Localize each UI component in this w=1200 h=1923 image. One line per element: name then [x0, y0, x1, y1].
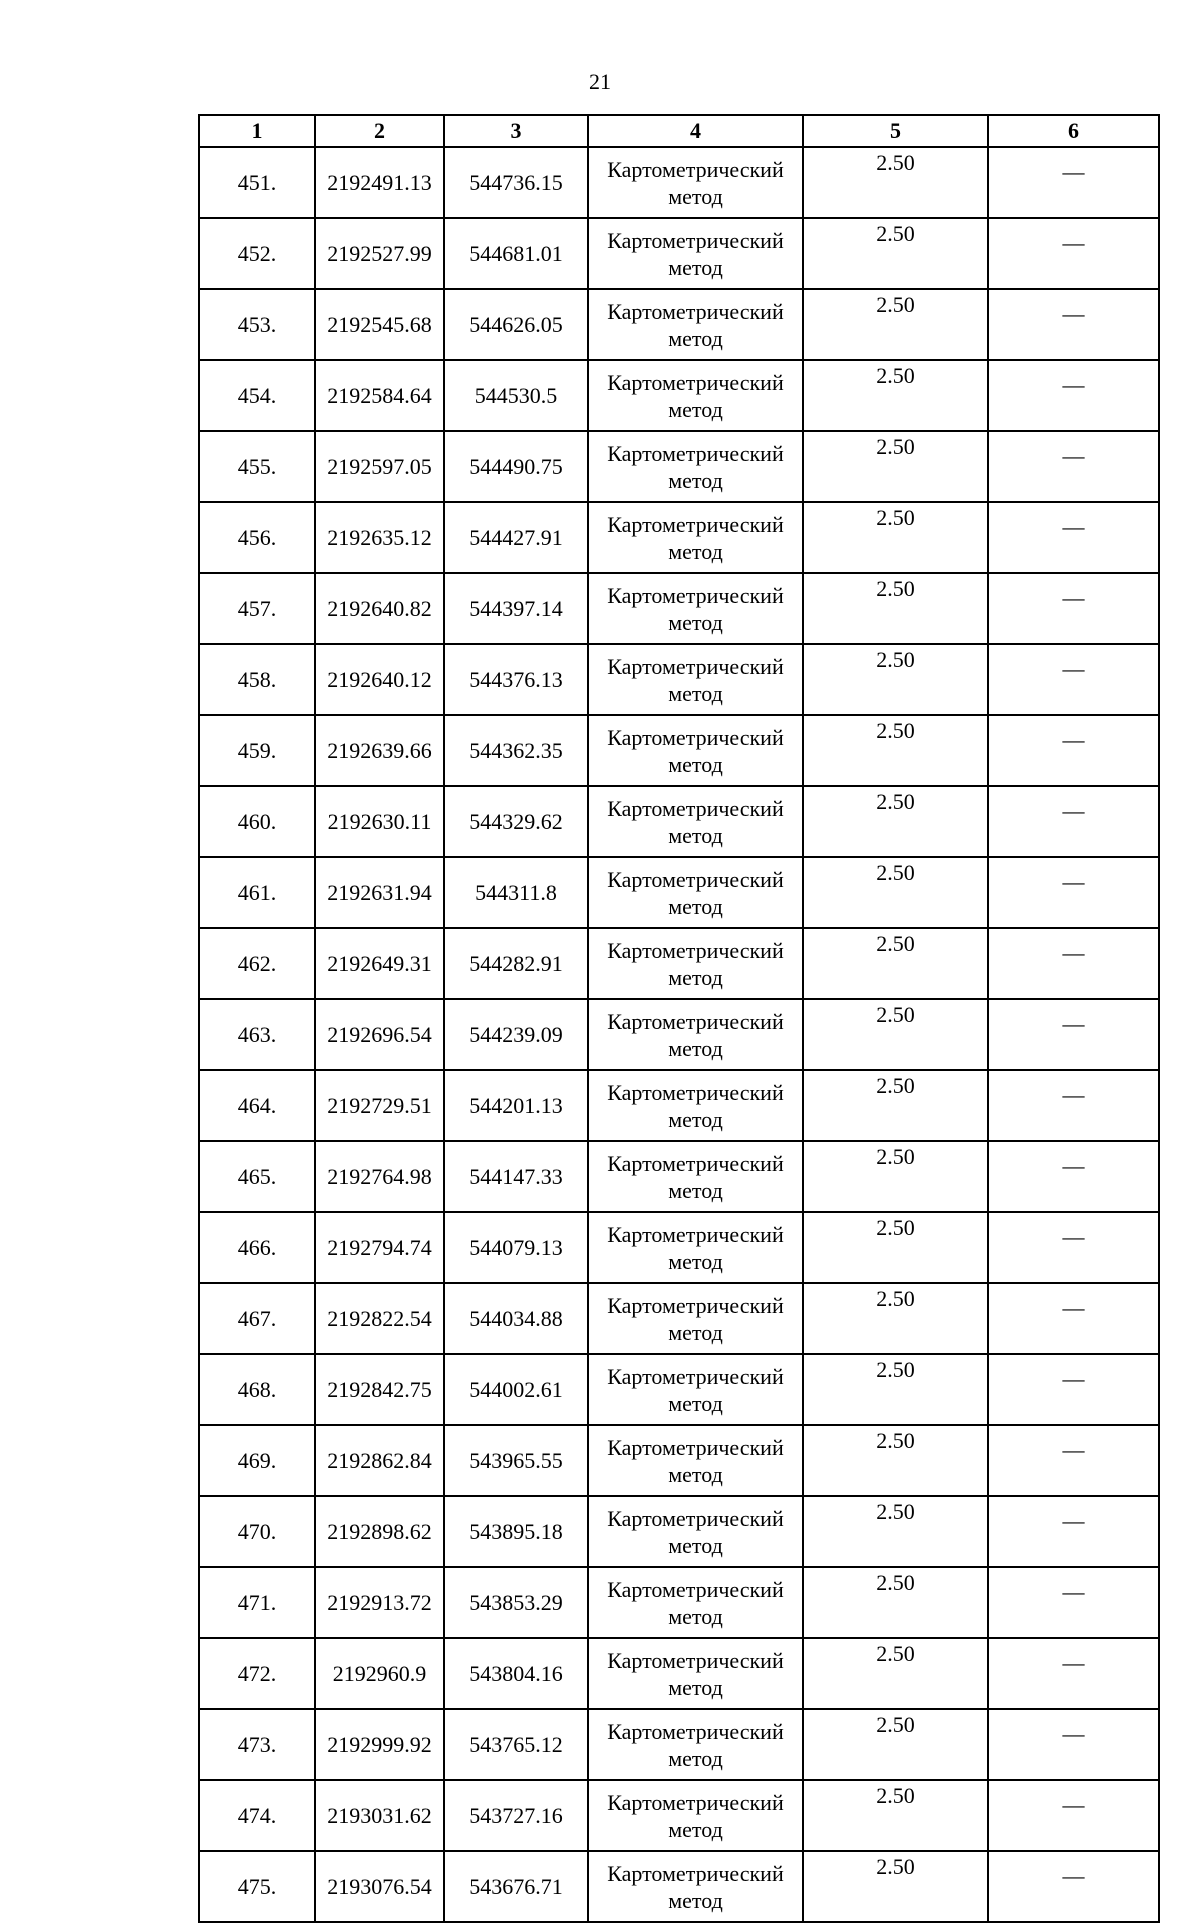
y-coordinate-cell: 544427.91 [444, 502, 588, 573]
point-number-cell: 459. [199, 715, 315, 786]
method-cell: Картометрический метод [588, 1283, 803, 1354]
x-coordinate-cell: 2192649.31 [315, 928, 444, 999]
table-row [199, 289, 1159, 360]
table-row [199, 502, 1159, 573]
x-coordinate-cell: 2192631.94 [315, 857, 444, 928]
y-coordinate-cell: 543676.71 [444, 1851, 588, 1922]
coordinates-table [198, 114, 1160, 1923]
x-coordinate-cell: 2192794.74 [315, 1212, 444, 1283]
note-cell: — [988, 147, 1159, 218]
x-coordinate-cell: 2192729.51 [315, 1070, 444, 1141]
method-cell: Картометрический метод [588, 289, 803, 360]
accuracy-cell: 2.50 [803, 1212, 988, 1283]
method-cell: Картометрический метод [588, 360, 803, 431]
note-cell: — [988, 1141, 1159, 1212]
y-coordinate-cell: 544147.33 [444, 1141, 588, 1212]
x-coordinate-cell: 2192597.05 [315, 431, 444, 502]
point-number-cell: 452. [199, 218, 315, 289]
x-coordinate-cell: 2192630.11 [315, 786, 444, 857]
point-number-cell: 453. [199, 289, 315, 360]
table-row [199, 857, 1159, 928]
y-coordinate-cell: 544282.91 [444, 928, 588, 999]
note-cell: — [988, 999, 1159, 1070]
note-cell: — [988, 502, 1159, 573]
x-coordinate-cell: 2193031.62 [315, 1780, 444, 1851]
x-coordinate-cell: 2192696.54 [315, 999, 444, 1070]
method-cell: Картометрический метод [588, 1212, 803, 1283]
table-row [199, 218, 1159, 289]
table-row [199, 999, 1159, 1070]
note-cell: — [988, 1283, 1159, 1354]
note-cell: — [988, 857, 1159, 928]
x-coordinate-cell: 2192527.99 [315, 218, 444, 289]
point-number-cell: 473. [199, 1709, 315, 1780]
table-row [199, 1709, 1159, 1780]
method-cell: Картометрический метод [588, 1141, 803, 1212]
y-coordinate-cell: 544397.14 [444, 573, 588, 644]
x-coordinate-cell: 2192822.54 [315, 1283, 444, 1354]
point-number-cell: 467. [199, 1283, 315, 1354]
note-cell: — [988, 1709, 1159, 1780]
y-coordinate-cell: 543765.12 [444, 1709, 588, 1780]
column-header-2: 2 [315, 115, 444, 147]
method-cell: Картометрический метод [588, 1425, 803, 1496]
point-number-cell: 469. [199, 1425, 315, 1496]
point-number-cell: 462. [199, 928, 315, 999]
table-row [199, 1638, 1159, 1709]
table-header-row [199, 115, 1159, 147]
method-cell: Картометрический метод [588, 1070, 803, 1141]
accuracy-cell: 2.50 [803, 999, 988, 1070]
x-coordinate-cell: 2192898.62 [315, 1496, 444, 1567]
table-row [199, 1567, 1159, 1638]
note-cell: — [988, 573, 1159, 644]
accuracy-cell: 2.50 [803, 1780, 988, 1851]
method-cell: Картометрический метод [588, 1638, 803, 1709]
method-cell: Картометрический метод [588, 431, 803, 502]
table-row [199, 786, 1159, 857]
note-cell: — [988, 1638, 1159, 1709]
method-cell: Картометрический метод [588, 857, 803, 928]
point-number-cell: 471. [199, 1567, 315, 1638]
column-header-4: 4 [588, 115, 803, 147]
method-cell: Картометрический метод [588, 928, 803, 999]
y-coordinate-cell: 543895.18 [444, 1496, 588, 1567]
accuracy-cell: 2.50 [803, 1070, 988, 1141]
method-cell: Картометрический метод [588, 573, 803, 644]
x-coordinate-cell: 2192862.84 [315, 1425, 444, 1496]
y-coordinate-cell: 544530.5 [444, 360, 588, 431]
table-row [199, 1283, 1159, 1354]
table-row [199, 715, 1159, 786]
x-coordinate-cell: 2192913.72 [315, 1567, 444, 1638]
page-number: 21 [589, 69, 611, 94]
method-cell: Картометрический метод [588, 502, 803, 573]
x-coordinate-cell: 2192584.64 [315, 360, 444, 431]
accuracy-cell: 2.50 [803, 1496, 988, 1567]
point-number-cell: 468. [199, 1354, 315, 1425]
x-coordinate-cell: 2192960.9 [315, 1638, 444, 1709]
y-coordinate-cell: 544079.13 [444, 1212, 588, 1283]
point-number-cell: 472. [199, 1638, 315, 1709]
method-cell: Картометрический метод [588, 147, 803, 218]
accuracy-cell: 2.50 [803, 289, 988, 360]
note-cell: — [988, 360, 1159, 431]
y-coordinate-cell: 544329.62 [444, 786, 588, 857]
point-number-cell: 457. [199, 573, 315, 644]
note-cell: — [988, 715, 1159, 786]
table-row [199, 147, 1159, 218]
column-header-5: 5 [803, 115, 988, 147]
note-cell: — [988, 644, 1159, 715]
y-coordinate-cell: 543727.16 [444, 1780, 588, 1851]
y-coordinate-cell: 544239.09 [444, 999, 588, 1070]
accuracy-cell: 2.50 [803, 502, 988, 573]
method-cell: Картометрический метод [588, 1567, 803, 1638]
y-coordinate-cell: 544626.05 [444, 289, 588, 360]
table-row [199, 1354, 1159, 1425]
y-coordinate-cell: 543965.55 [444, 1425, 588, 1496]
table-row [199, 1780, 1159, 1851]
point-number-cell: 466. [199, 1212, 315, 1283]
method-cell: Картометрический метод [588, 1496, 803, 1567]
accuracy-cell: 2.50 [803, 218, 988, 289]
point-number-cell: 460. [199, 786, 315, 857]
column-header-1: 1 [199, 115, 315, 147]
method-cell: Картометрический метод [588, 1851, 803, 1922]
table-row [199, 1141, 1159, 1212]
accuracy-cell: 2.50 [803, 1638, 988, 1709]
y-coordinate-cell: 544681.01 [444, 218, 588, 289]
point-number-cell: 461. [199, 857, 315, 928]
point-number-cell: 451. [199, 147, 315, 218]
accuracy-cell: 2.50 [803, 1283, 988, 1354]
point-number-cell: 456. [199, 502, 315, 573]
point-number-cell: 475. [199, 1851, 315, 1922]
y-coordinate-cell: 544034.88 [444, 1283, 588, 1354]
point-number-cell: 455. [199, 431, 315, 502]
point-number-cell: 465. [199, 1141, 315, 1212]
table-row [199, 1496, 1159, 1567]
y-coordinate-cell: 544490.75 [444, 431, 588, 502]
column-header-6: 6 [988, 115, 1159, 147]
point-number-cell: 454. [199, 360, 315, 431]
note-cell: — [988, 928, 1159, 999]
accuracy-cell: 2.50 [803, 857, 988, 928]
y-coordinate-cell: 543804.16 [444, 1638, 588, 1709]
accuracy-cell: 2.50 [803, 1709, 988, 1780]
method-cell: Картометрический метод [588, 999, 803, 1070]
point-number-cell: 463. [199, 999, 315, 1070]
table-row [199, 1212, 1159, 1283]
accuracy-cell: 2.50 [803, 360, 988, 431]
note-cell: — [988, 289, 1159, 360]
x-coordinate-cell: 2192635.12 [315, 502, 444, 573]
accuracy-cell: 2.50 [803, 1354, 988, 1425]
y-coordinate-cell: 544201.13 [444, 1070, 588, 1141]
accuracy-cell: 2.50 [803, 1567, 988, 1638]
note-cell: — [988, 1567, 1159, 1638]
note-cell: — [988, 1212, 1159, 1283]
table-body [199, 147, 1159, 1922]
note-cell: — [988, 218, 1159, 289]
table-row [199, 928, 1159, 999]
note-cell: — [988, 1496, 1159, 1567]
method-cell: Картометрический метод [588, 644, 803, 715]
y-coordinate-cell: 544311.8 [444, 857, 588, 928]
accuracy-cell: 2.50 [803, 1425, 988, 1496]
y-coordinate-cell: 544362.35 [444, 715, 588, 786]
y-coordinate-cell: 544736.15 [444, 147, 588, 218]
note-cell: — [988, 1354, 1159, 1425]
point-number-cell: 458. [199, 644, 315, 715]
method-cell: Картометрический метод [588, 1354, 803, 1425]
y-coordinate-cell: 544376.13 [444, 644, 588, 715]
table-row [199, 1070, 1159, 1141]
x-coordinate-cell: 2192639.66 [315, 715, 444, 786]
method-cell: Картометрический метод [588, 218, 803, 289]
table-row [199, 431, 1159, 502]
method-cell: Картометрический метод [588, 715, 803, 786]
method-cell: Картометрический метод [588, 786, 803, 857]
point-number-cell: 474. [199, 1780, 315, 1851]
x-coordinate-cell: 2192545.68 [315, 289, 444, 360]
accuracy-cell: 2.50 [803, 644, 988, 715]
accuracy-cell: 2.50 [803, 715, 988, 786]
note-cell: — [988, 1851, 1159, 1922]
accuracy-cell: 2.50 [803, 431, 988, 502]
x-coordinate-cell: 2192640.82 [315, 573, 444, 644]
note-cell: — [988, 1780, 1159, 1851]
x-coordinate-cell: 2192764.98 [315, 1141, 444, 1212]
method-cell: Картометрический метод [588, 1780, 803, 1851]
note-cell: — [988, 1425, 1159, 1496]
method-cell: Картометрический метод [588, 1709, 803, 1780]
point-number-cell: 464. [199, 1070, 315, 1141]
table-row [199, 360, 1159, 431]
table-row [199, 1851, 1159, 1922]
table-row [199, 1425, 1159, 1496]
note-cell: — [988, 431, 1159, 502]
x-coordinate-cell: 2193076.54 [315, 1851, 444, 1922]
y-coordinate-cell: 543853.29 [444, 1567, 588, 1638]
table-row [199, 644, 1159, 715]
x-coordinate-cell: 2192842.75 [315, 1354, 444, 1425]
y-coordinate-cell: 544002.61 [444, 1354, 588, 1425]
x-coordinate-cell: 2192640.12 [315, 644, 444, 715]
note-cell: — [988, 786, 1159, 857]
accuracy-cell: 2.50 [803, 147, 988, 218]
x-coordinate-cell: 2192491.13 [315, 147, 444, 218]
note-cell: — [988, 1070, 1159, 1141]
column-header-3: 3 [444, 115, 588, 147]
accuracy-cell: 2.50 [803, 1141, 988, 1212]
point-number-cell: 470. [199, 1496, 315, 1567]
accuracy-cell: 2.50 [803, 1851, 988, 1922]
table-row [199, 573, 1159, 644]
x-coordinate-cell: 2192999.92 [315, 1709, 444, 1780]
accuracy-cell: 2.50 [803, 573, 988, 644]
accuracy-cell: 2.50 [803, 928, 988, 999]
accuracy-cell: 2.50 [803, 786, 988, 857]
